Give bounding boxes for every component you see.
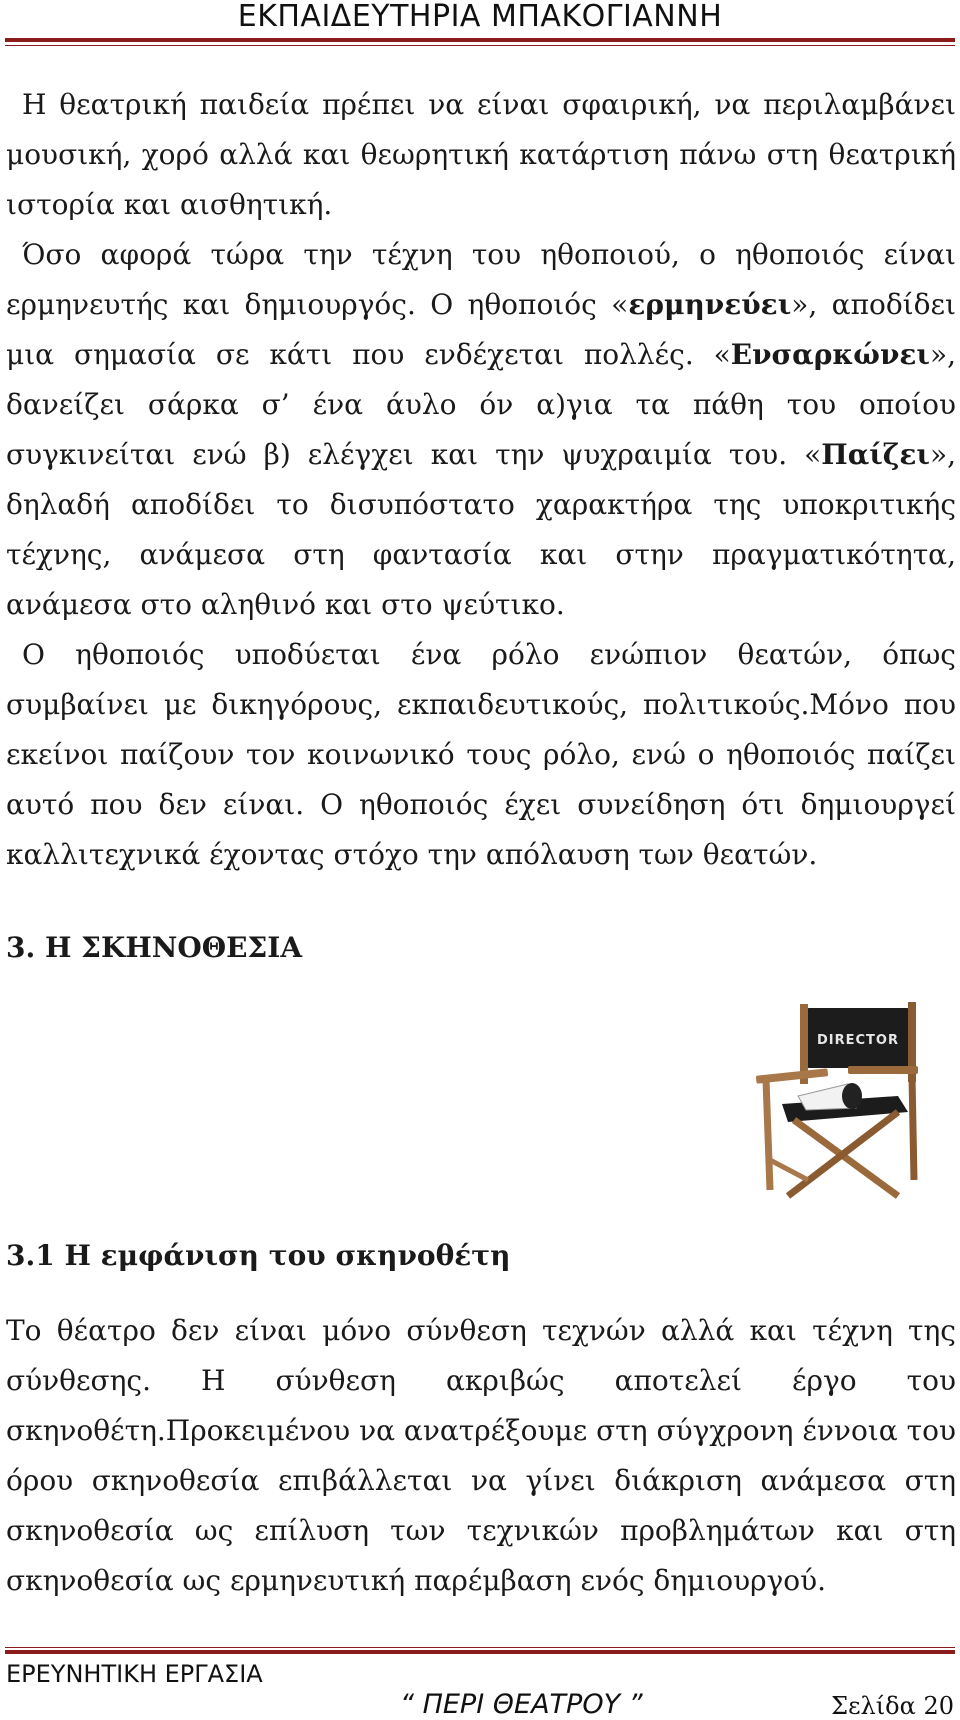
section-heading-3-1: 3.1 Η εμφάνιση του σκηνοθέτη	[6, 1239, 511, 1272]
p2-text-2: », αποδίδει μια σημασία σε κάτι που ενδέχεται πολλές. «	[6, 288, 957, 371]
section-heading-3: 3. Η ΣΚΗΝΟΘΕΣΙΑ	[6, 931, 303, 964]
director-chair-image	[748, 1000, 923, 1200]
page-number: Σελίδα 20	[831, 1692, 954, 1720]
p2-bold-3: Παίζει	[821, 438, 930, 471]
paragraph-4: Το θέατρο δεν είναι μόνο σύνθεση τεχνών αλλά και τέχνη της σύνθεσης. Η σύνθεση ακριβώς αποτελεί έργο του σκηνοθέτη.Προκειμένου να ανατρέξουμε στη σύγχρονη έννοια του όρου σκηνοθεσία επιβάλλεται να γίνει διάκριση ανάμεσα στη σκηνοθεσία ως επίλυση των τεχνικών προβλημάτων και στη σκηνοθεσία ως ερμηνευτική παρέμβαση ενός δημιουργού.	[6, 1314, 956, 1597]
chair-crossbar	[770, 1160, 808, 1180]
p2-text-4: », δηλαδή αποδίδει το δισυπόστατο χαρακτήρα της υποκριτικής τέχνης, ανάμεσα στη φαντασία και στην πραγματικότητα, ανάμεσα στο αληθινό και στο ψεύτικο.	[6, 438, 956, 621]
megaphone-mouth	[842, 1083, 862, 1109]
paragraph-2	[6, 230, 956, 630]
chair-leg-2	[794, 1120, 898, 1196]
chair-label: DIRECTOR	[817, 1033, 899, 1048]
body-text-upper	[6, 80, 956, 880]
chair-leg-4	[912, 1076, 914, 1180]
paragraph-1: Η θεατρική παιδεία πρέπει να είναι σφαιρική, να περιλαμβάνει μουσική, χορό αλλά και θεωρητική κατάρτιση πάνω στη θεατρική ιστορία και αισθητική.	[6, 88, 956, 221]
footer-rule-thin	[5, 1647, 955, 1648]
p2-bold-1: ερμηνεύει	[628, 288, 792, 321]
chair-leg-1	[766, 1080, 770, 1190]
footer-rule	[5, 1650, 955, 1654]
footer-center-title: “ ΠΕΡΙ ΘΕΑΤΡΟΥ ”	[400, 1689, 643, 1720]
chair-arm-right	[848, 1066, 918, 1074]
header-rule-thin	[5, 45, 955, 46]
p2-text-1: Όσο αφορά τώρα την τέχνη του ηθοποιού, ο ηθοποιός είναι ερμηνευτής και δημιουργός. Ο ηθοποιός «	[6, 238, 956, 321]
p2-bold-2: Ενσαρκώνει	[730, 338, 930, 371]
page-header-title: ΕΚΠΑΙΔΕΥΤΗΡΙΑ ΜΠΑΚΟΓΙΑΝΝΗ	[237, 0, 723, 34]
paragraph-3: Ο ηθοποιός υποδύεται ένα ρόλο ενώπιον θεατών, όπως συμβαίνει με δικηγόρους, εκπαιδευτικούς, πολιτικούς.Μόνο που εκείνοι παίζουν τον κοινωνικό τους ρόλο, ενώ ο ηθοποιός παίζει αυτό που δεν είναι. Ο ηθοποιός έχει συνείδηση ότι δημιουργεί καλλιτεχνικά έχοντας στόχο την απόλαυση των θεατών.	[6, 638, 956, 871]
header-rule	[5, 38, 955, 42]
p2-text-3: », δανείζει σάρκα σ’ ένα άυλο όν α)για τα πάθη του οποίου συγκινείται ενώ β) ελέγχει και την ψυχραιμία του. «	[6, 338, 956, 471]
body-text-lower	[6, 1306, 956, 1606]
footer-left-text: ΕΡΕΥΝΗΤΙΚΗ ΕΡΓΑΣΙΑ	[6, 1660, 263, 1688]
